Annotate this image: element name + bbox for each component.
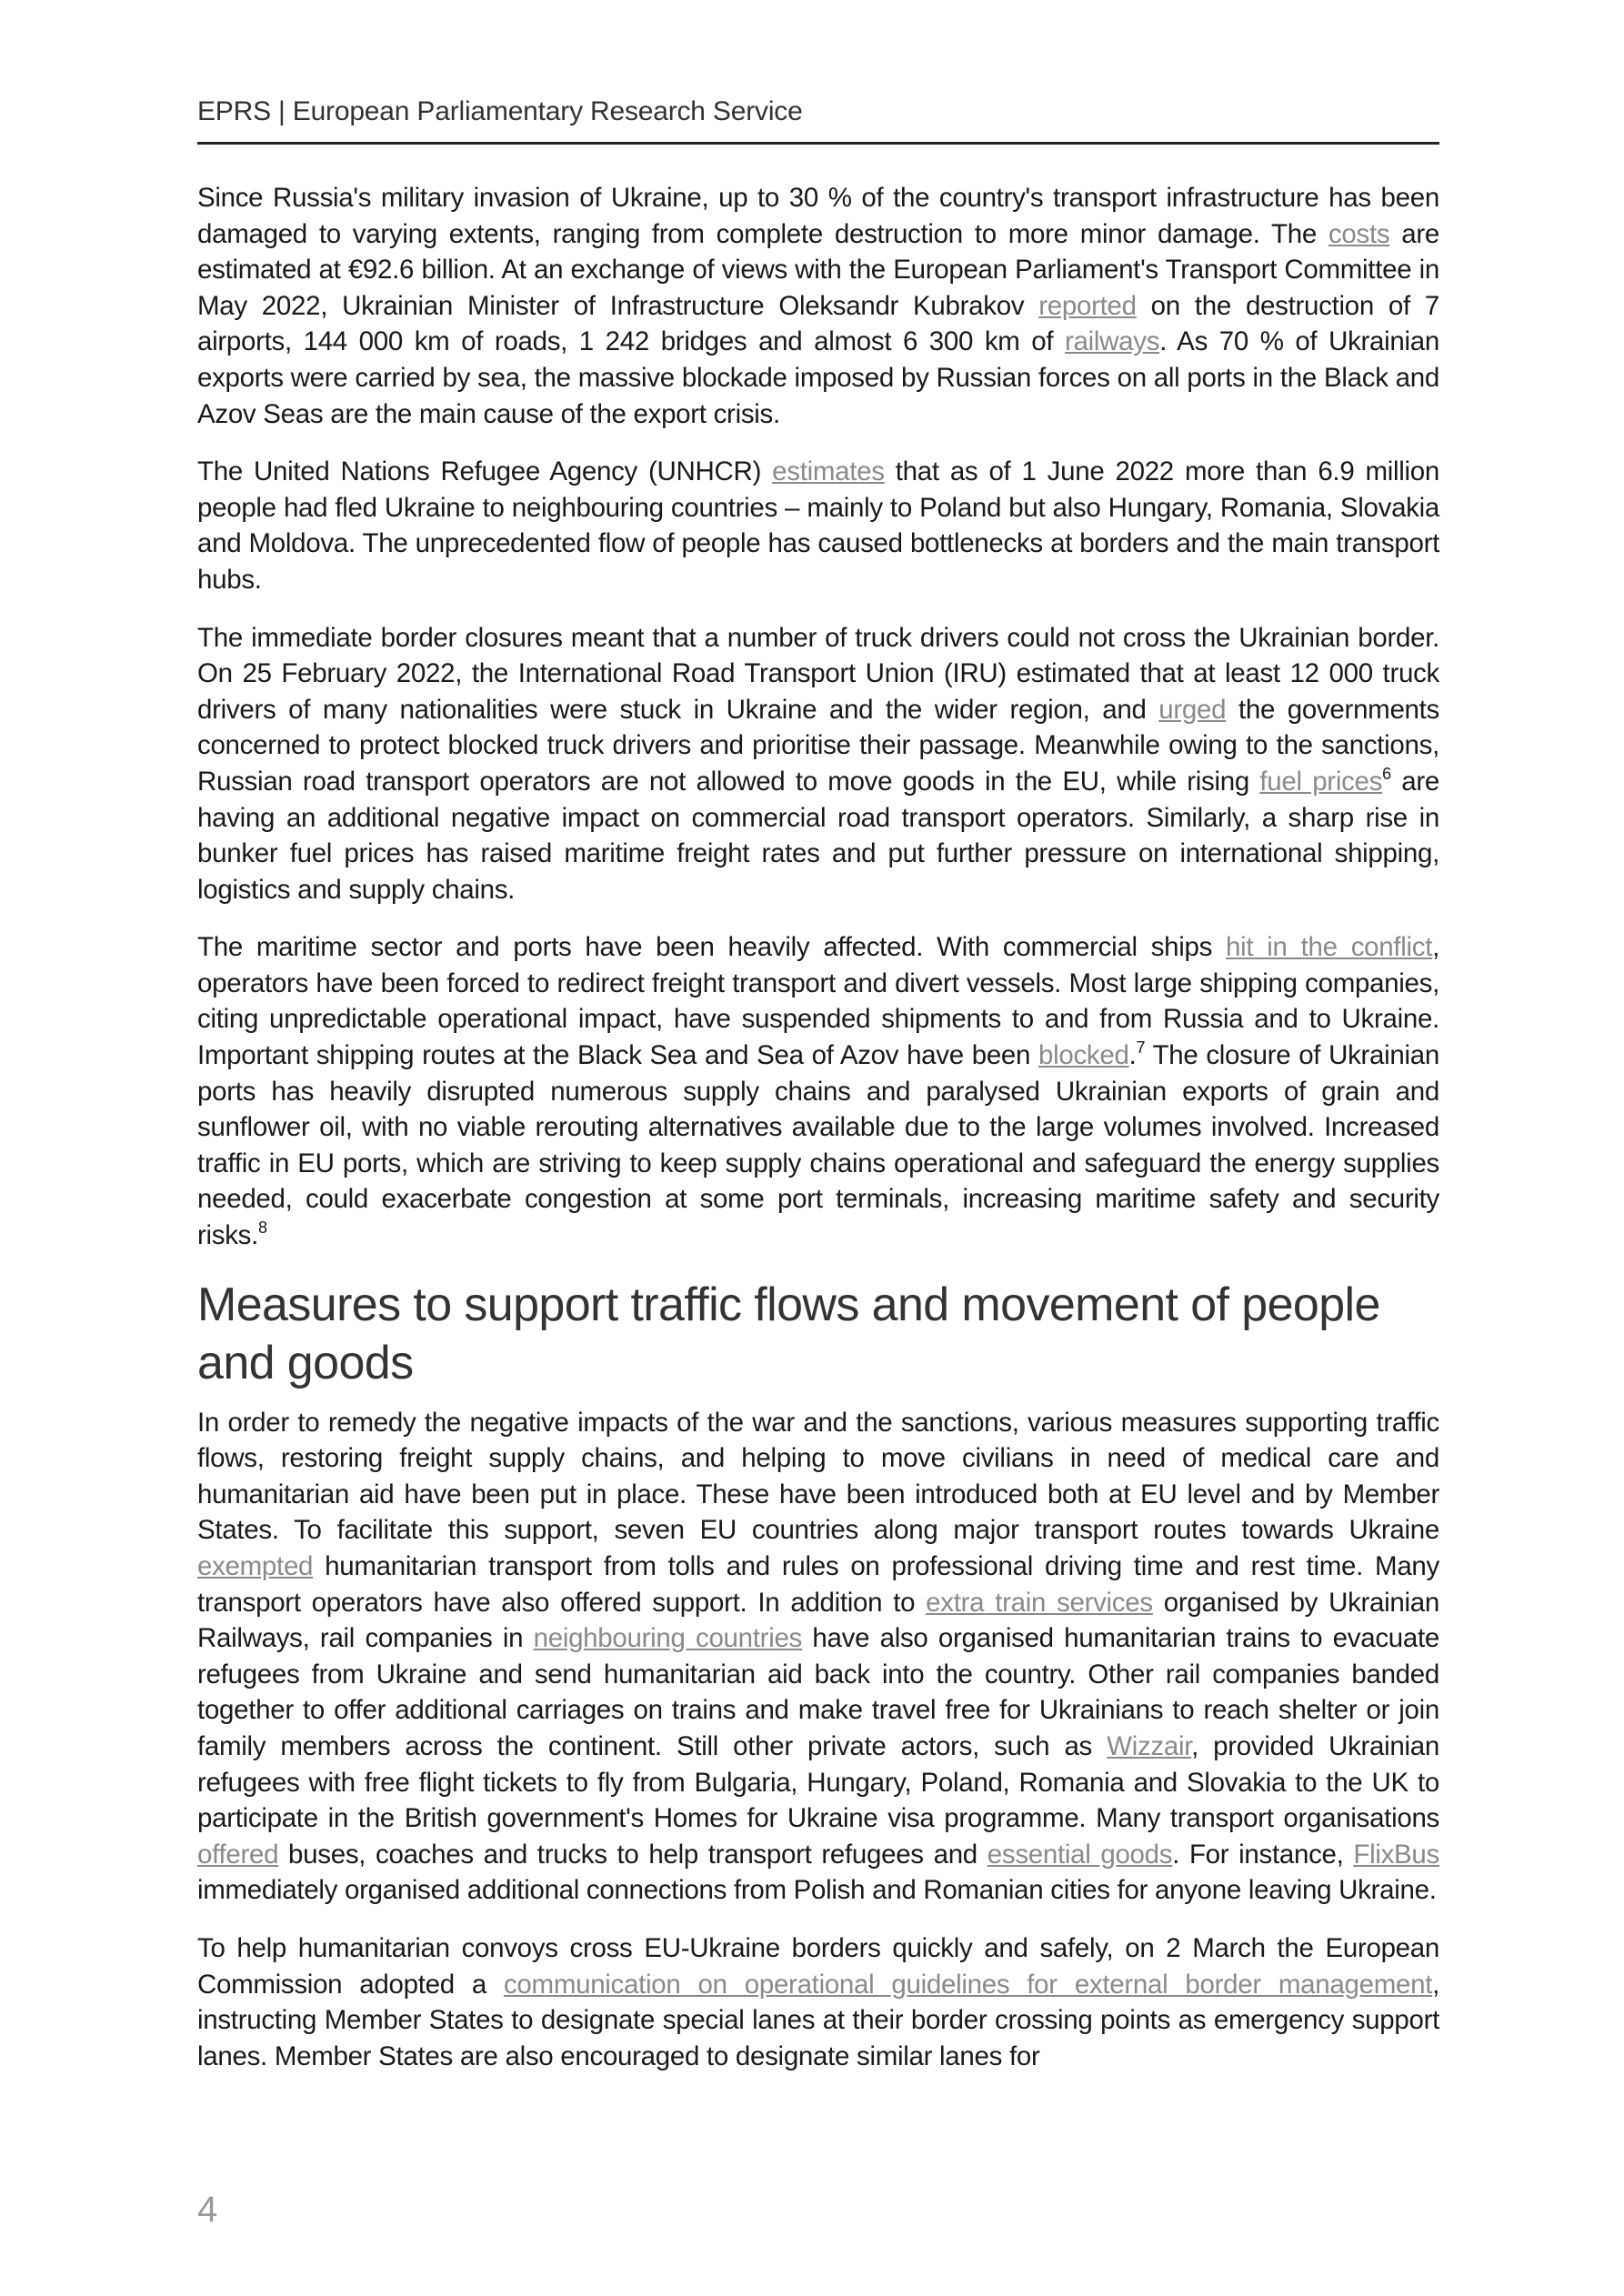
text-run: are having an additional negative impact on commercial road transport operators. Similarly, a sharp rise in bunker fuel prices has raised maritime freight rates and put further pressure on international shipping, logistics and supply chains. bbox=[197, 766, 1439, 905]
text-run: buses, coaches and trucks to help transport refugees and bbox=[278, 1839, 987, 1870]
paragraph-border-lanes bbox=[197, 1930, 1439, 2074]
link-neighbouring-countries[interactable]: neighbouring countries bbox=[533, 1623, 803, 1654]
link-essential-goods[interactable]: essential goods bbox=[987, 1839, 1173, 1870]
footnote-ref-7[interactable]: 7 bbox=[1136, 1038, 1146, 1058]
text-run: To help humanitarian convoys cross EU-Ukraine borders quickly and safely, on 2 March the European Commission adopted a bbox=[197, 1932, 1439, 2000]
link-hit-in-the-conflict[interactable]: hit in the conflict bbox=[1226, 932, 1433, 963]
text-run: The immediate border closures meant that a number of truck drivers could not cross the Ukrainian border. On 25 February 2022, the International Road Transport Union (IRU) estimated that at least 12 000 truck drivers of many nationalities were stuck in Ukraine and the wider region, and bbox=[197, 622, 1439, 725]
text-run: that as of 1 June 2022 more than 6.9 million people had fled Ukraine to neighbouring countries – mainly to Poland but also Hungary, Romania, Slovakia and Moldova. The unprecedented flow of people has caused bottlenecks at borders and the main transport hubs. bbox=[197, 456, 1439, 595]
link-extra-train-services[interactable]: extra train services bbox=[926, 1587, 1153, 1618]
link-flixbus[interactable]: FlixBus bbox=[1353, 1839, 1439, 1870]
link-estimates[interactable]: estimates bbox=[772, 456, 885, 487]
link-fuel-prices[interactable]: fuel prices bbox=[1259, 766, 1383, 797]
text-run: . bbox=[1128, 1040, 1137, 1071]
text-run: . As 70 % of Ukrainian exports were carried by sea, the massive blockade imposed by Russian forces on all ports in the Black and Azov Seas are the main cause of the export crisis. bbox=[197, 326, 1439, 429]
page-number: 4 bbox=[197, 2190, 218, 2230]
text-run: organised by Ukrainian Railways, rail companies in bbox=[197, 1587, 1439, 1654]
text-run: have also organised humanitarian trains to evacuate refugees from Ukraine and send humanitarian aid back into the country. Other rail companies banded together to offer additional carriages on trains and make travel free for Ukrainians to reach shelter or join family members across the continent. Still other private actors, such as bbox=[197, 1623, 1440, 1761]
paragraph-maritime bbox=[197, 929, 1439, 1253]
text-run: In order to remedy the negative impacts of the war and the sanctions, various measures supporting traffic flows, restoring freight supply chains, and helping to move civilians in need of medical care and humanitarian aid have been put in place. These have been introduced both at EU level and by Member States. To facilitate this support, seven EU countries along major transport routes towards Ukraine bbox=[197, 1407, 1439, 1546]
link-border-management-guidelines[interactable]: communication on operational guidelines for external border management bbox=[503, 1969, 1433, 2000]
paragraph-support-measures bbox=[197, 1405, 1439, 1909]
text-run: are estimated at €92.6 billion. At an exchange of views with the European Parliament's Transport Committee in May 2022, Ukrainian Minister of Infrastructure Oleksandr Kubrakov bbox=[197, 218, 1439, 321]
text-run: , instructing Member States to designate special lanes at their border crossing points as emergency support lanes. Member States are also encouraged to designate similar lanes for bbox=[197, 1969, 1439, 2071]
text-run: . For instance, bbox=[1172, 1839, 1354, 1870]
link-blocked[interactable]: blocked bbox=[1038, 1040, 1129, 1071]
link-costs[interactable]: costs bbox=[1328, 218, 1390, 249]
paragraph-transport-damage bbox=[197, 180, 1439, 432]
link-exempted[interactable]: exempted bbox=[197, 1551, 314, 1581]
text-run: The maritime sector and ports have been heavily affected. With commercial ships bbox=[197, 932, 1227, 963]
text-run: , provided Ukrainian refugees with free flight tickets to fly from Bulgaria, Hungary, Poland, Romania and Slovakia to the UK to participate in the British government's Homes for Ukraine visa programme. Many transport organisations bbox=[197, 1730, 1439, 1834]
text-run: the governments concerned to protect blocked truck drivers and prioritise their passage. Meanwhile owing to the sanctions, Russian road transport operators are not allowed to move goods in the EU, while rising bbox=[197, 694, 1440, 797]
paragraph-truck-drivers bbox=[197, 620, 1439, 908]
link-offered[interactable]: offered bbox=[197, 1839, 279, 1870]
text-run: , operators have been forced to redirect freight transport and divert vessels. Most large shipping companies, citing unpredictable operational impact, have suspended shipments to and from Russia and to Ukraine. Important shipping routes at the Black Sea and Sea of Azov have been bbox=[197, 932, 1440, 1071]
link-reported[interactable]: reported bbox=[1038, 290, 1137, 321]
section-heading: Measures to support traffic flows and movement of people and goods bbox=[197, 1278, 1380, 1389]
footnote-ref-6[interactable]: 6 bbox=[1382, 764, 1391, 783]
paragraph-refugees bbox=[197, 454, 1439, 597]
page-body bbox=[197, 180, 1439, 2096]
header-title: EPRS | European Parliamentary Research Service bbox=[197, 96, 803, 126]
link-railways[interactable]: railways bbox=[1065, 326, 1160, 357]
text-run: The United Nations Refugee Agency (UNHCR) bbox=[197, 456, 773, 487]
footnote-ref-8[interactable]: 8 bbox=[258, 1218, 267, 1238]
text-run: Since Russia's military invasion of Ukraine, up to 30 % of the country's transport infrastructure has been damaged to varying extents, ranging from complete destruction to more minor damage. The bbox=[197, 183, 1439, 249]
text-run: The closure of Ukrainian ports has heavily disrupted numerous supply chains and paralysed Ukrainian exports of grain and sunflower oil, with no viable rerouting alternatives available due to the large volumes involved. Increased traffic in EU ports, which are striving to keep supply chains operational and safeguard the energy supplies needed, could exacerbate congestion at some port terminals, increasing maritime safety and security risks. bbox=[197, 1040, 1439, 1251]
text-run: immediately organised additional connections from Polish and Romanian cities for anyone leaving Ukraine. bbox=[197, 1875, 1437, 1906]
page-header bbox=[197, 95, 1439, 145]
link-wizzair[interactable]: Wizzair bbox=[1107, 1730, 1192, 1761]
text-run: on the destruction of 7 airports, 144 000 km of roads, 1 242 bridges and almost 6 300 km of bbox=[197, 290, 1439, 357]
link-urged[interactable]: urged bbox=[1158, 694, 1227, 725]
text-run: humanitarian transport from tolls and rules on professional driving time and rest time. Many transport operators have also offered support. In addition to bbox=[197, 1551, 1439, 1618]
